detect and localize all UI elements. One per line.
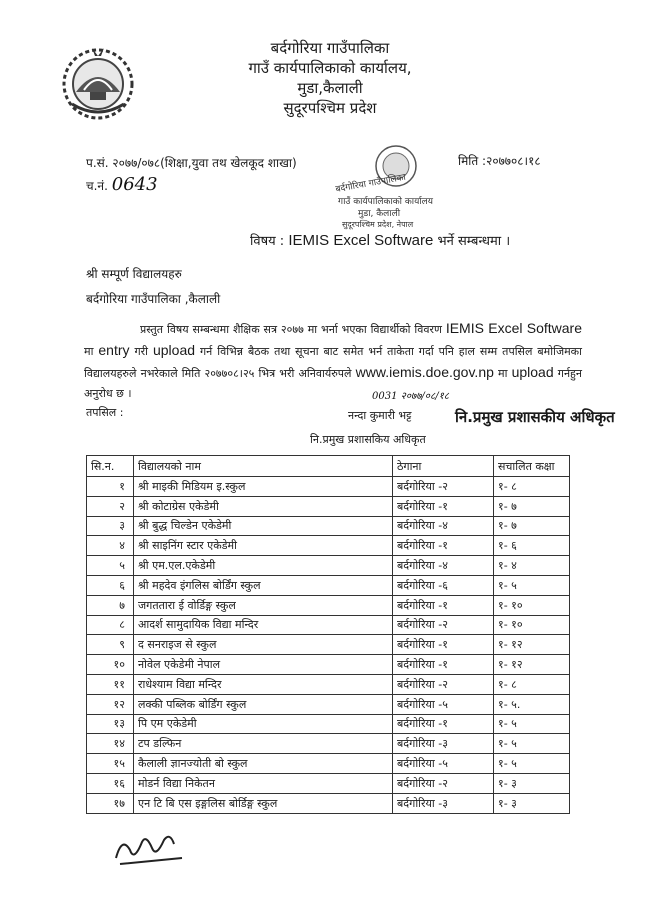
dispatch-number: 0643 <box>111 174 158 195</box>
cell-address: बर्दगोरिया -२ <box>393 773 494 793</box>
table-row <box>87 714 570 734</box>
letter-date: मिति :२०७७०८।१८ <box>458 154 541 168</box>
cell-school-name: पि एम एकेडेमी <box>134 714 393 734</box>
cell-school-name: श्री कोटाग्रेस एकेडेमी <box>134 496 393 516</box>
cell-classes: १- १० <box>494 615 570 635</box>
body-part-2: मा <box>84 345 99 358</box>
table-row <box>87 773 570 793</box>
header-line-1: बर्दगोरिया गाउँपालिका <box>270 39 390 57</box>
header-line-3: मुडा,कैलाली <box>297 79 363 97</box>
cell-address: बर्दगोरिया -१ <box>393 635 494 655</box>
reference-block <box>86 152 297 197</box>
header-address: ठेगाना <box>393 456 494 477</box>
cell-address: बर्दगोरिया -३ <box>393 734 494 754</box>
cell-sn: ७ <box>87 595 134 615</box>
tapasil-label: तपसिल : <box>86 406 124 419</box>
cell-classes: १- ५ <box>494 754 570 774</box>
cell-sn: १४ <box>87 734 134 754</box>
cell-address: बर्दगोरिया -१ <box>393 655 494 675</box>
office-stamp-icon <box>328 140 448 230</box>
cell-classes: १- ३ <box>494 773 570 793</box>
cell-classes: १- ७ <box>494 516 570 536</box>
cell-sn: ११ <box>87 674 134 694</box>
header-line-2: गाउँ कार्यपालिकाको कार्यालय, <box>248 59 412 77</box>
body-part-5: मा <box>493 367 512 380</box>
cell-address: बर्दगोरिया -२ <box>393 674 494 694</box>
cell-sn: ३ <box>87 516 134 536</box>
table-row <box>87 615 570 635</box>
cell-address: बर्दगोरिया -६ <box>393 575 494 595</box>
cell-classes: १- १२ <box>494 655 570 675</box>
signer-name: नन्दा कुमारी भट्ट <box>348 409 412 422</box>
body-part-1: प्रस्तुत विषय सम्बन्धमा शैक्षिक सत्र २०७७ मा भर्ना भएका विद्यार्थीको विवरण <box>140 323 446 336</box>
cell-sn: १० <box>87 655 134 675</box>
cell-school-name: राधेश्याम विद्या मन्दिर <box>134 674 393 694</box>
dispatch-label: च.नं. <box>86 179 108 193</box>
cell-school-name: श्री एम.एल.एकेडेमी <box>134 556 393 576</box>
seal-text-1: बर्दगोरिया गाउँपालिका <box>334 172 407 195</box>
cell-sn: १ <box>87 477 134 497</box>
table-row <box>87 477 570 497</box>
dispatch-row <box>86 174 297 197</box>
signer-title: नि.प्रमुख प्रशासकिय अधिकृत <box>310 433 426 446</box>
table-row <box>87 674 570 694</box>
cell-address: बर्दगोरिया -१ <box>393 536 494 556</box>
cell-school-name: श्री महदेव इंगलिस बोर्डिंग स्कुल <box>134 575 393 595</box>
table-row <box>87 635 570 655</box>
officer-stamp: नि.प्रमुख प्रशासकीय अधिकृत <box>455 408 615 426</box>
header-line-4: सुदूरपश्चिम प्रदेश <box>283 99 377 117</box>
cell-sn: ६ <box>87 575 134 595</box>
cell-classes: १- ५ <box>494 575 570 595</box>
body-part-4: गर्न विभिन्न बैठक तथा सूचना बाट समेत भर्न ताकेता गर्दा पनि हाल सम्म तपसिल बमोजिमका विद्यालयहरुले नभरेकाले मिति २०७७०८।२५ भित्र भरी अनिवार्यरुपले <box>84 345 582 380</box>
table-row <box>87 694 570 714</box>
cell-school-name: मोडर्न विद्या निकेतन <box>134 773 393 793</box>
cell-classes: १- ४ <box>494 556 570 576</box>
cell-school-name: जगततारा ई वोर्डिङ्ग स्कुल <box>134 595 393 615</box>
table-row <box>87 754 570 774</box>
cell-address: बर्दगोरिया -२ <box>393 615 494 635</box>
body-entry: entry <box>98 342 130 358</box>
cell-school-name: कैलाली ज्ञानज्योती बो स्कुल <box>134 754 393 774</box>
cell-classes: १- ७ <box>494 496 570 516</box>
body-part-6: गर्नहुन अनुरोध छ । <box>84 367 582 400</box>
body-website: www.iemis.doe.gov.np <box>355 364 494 380</box>
table-row <box>87 575 570 595</box>
cell-classes: १- ६ <box>494 536 570 556</box>
header-classes: सचालित कक्षा <box>494 456 570 477</box>
table-row <box>87 793 570 813</box>
cell-classes: १- ५ <box>494 714 570 734</box>
table-row <box>87 536 570 556</box>
cell-address: बर्दगोरिया -४ <box>393 556 494 576</box>
cell-school-name: नोवेल एकेडेमी नेपाल <box>134 655 393 675</box>
table-row <box>87 734 570 754</box>
cell-school-name: श्री बुद्ध चिल्डेन एकेडेमी <box>134 516 393 536</box>
cell-address: बर्दगोरिया -१ <box>393 595 494 615</box>
body-part-3: गरी <box>129 345 153 358</box>
cell-address: बर्दगोरिया -४ <box>393 516 494 536</box>
cell-classes: १- ८ <box>494 674 570 694</box>
table-row <box>87 595 570 615</box>
body-iemis: IEMIS Excel Software <box>445 320 582 336</box>
cell-classes: १- ५. <box>494 694 570 714</box>
seal-text-2: गाउँ कार्यपालिकाको कार्यालय <box>338 197 433 207</box>
recipient-line-1: श्री सम्पूर्ण विद्यालयहरु <box>86 267 182 281</box>
cell-address: बर्दगोरिया -१ <box>393 496 494 516</box>
table-row <box>87 496 570 516</box>
table-row <box>87 556 570 576</box>
cell-sn: ९ <box>87 635 134 655</box>
cell-classes: १- ८ <box>494 477 570 497</box>
cell-sn: १५ <box>87 754 134 774</box>
table-row <box>87 655 570 675</box>
cell-classes: १- ५ <box>494 734 570 754</box>
signature-icon <box>112 828 186 868</box>
cell-sn: ४ <box>87 536 134 556</box>
cell-school-name: टप डल्फिन <box>134 734 393 754</box>
cell-sn: १२ <box>87 694 134 714</box>
header-sn: सि.न. <box>87 456 134 477</box>
nepal-emblem-icon <box>58 42 138 122</box>
cell-address: बर्दगोरिया -५ <box>393 694 494 714</box>
cell-address: बर्दगोरिया -५ <box>393 754 494 774</box>
cell-classes: १- १२ <box>494 635 570 655</box>
subject-line <box>250 231 510 249</box>
recipient-line-2: बर्दगोरिया गाउँपालिका ,कैलाली <box>86 292 221 306</box>
seal-text-3: मुडा, कैलाली <box>358 209 401 219</box>
seal-text-4: सुदूरपश्चिम प्रदेश, नेपाल <box>342 220 414 229</box>
cell-address: बर्दगोरिया -३ <box>393 793 494 813</box>
body-upload-1: upload <box>152 342 196 358</box>
reference-number: प.सं. २०७७/०७८(शिक्षा,युवा तथ खेलकूद शाखा) <box>86 156 297 170</box>
subject-label: विषय : <box>250 234 285 249</box>
cell-school-name: एन टि बि एस इङ्गलिस बोर्डिङ्ग स्कुल <box>134 793 393 813</box>
office-header <box>210 38 450 118</box>
cell-school-name: श्री साइनिंग स्टार एकेडेमी <box>134 536 393 556</box>
cell-sn: ५ <box>87 556 134 576</box>
cell-address: बर्दगोरिया -१ <box>393 714 494 734</box>
cell-school-name: लक्की पब्लिक बोर्डिंग स्कुल <box>134 694 393 714</box>
letter-body <box>84 318 582 404</box>
cell-sn: १३ <box>87 714 134 734</box>
cell-sn: ८ <box>87 615 134 635</box>
cell-classes: १- ३ <box>494 793 570 813</box>
table-header-row <box>87 456 570 477</box>
cell-sn: १६ <box>87 773 134 793</box>
school-list-table <box>86 455 570 814</box>
cell-sn: १७ <box>87 793 134 813</box>
cell-address: बर्दगोरिया -२ <box>393 477 494 497</box>
subject-english: IEMIS Excel Software <box>288 232 434 249</box>
cell-classes: १- १० <box>494 595 570 615</box>
table-row <box>87 516 570 536</box>
header-school-name: विद्यालयको नाम <box>134 456 393 477</box>
cell-sn: २ <box>87 496 134 516</box>
subject-rest: भर्ने सम्बन्धमा । <box>437 234 511 249</box>
handwritten-date: 0031 २०७७/०८/१८ <box>372 391 449 402</box>
body-upload-2: upload <box>511 364 554 380</box>
cell-school-name: द सनराइज से स्कुल <box>134 635 393 655</box>
cell-school-name: श्री माइकी मिडियम इ.स्कुल <box>134 477 393 497</box>
cell-school-name: आदर्श सामुदायिक विद्या मन्दिर <box>134 615 393 635</box>
